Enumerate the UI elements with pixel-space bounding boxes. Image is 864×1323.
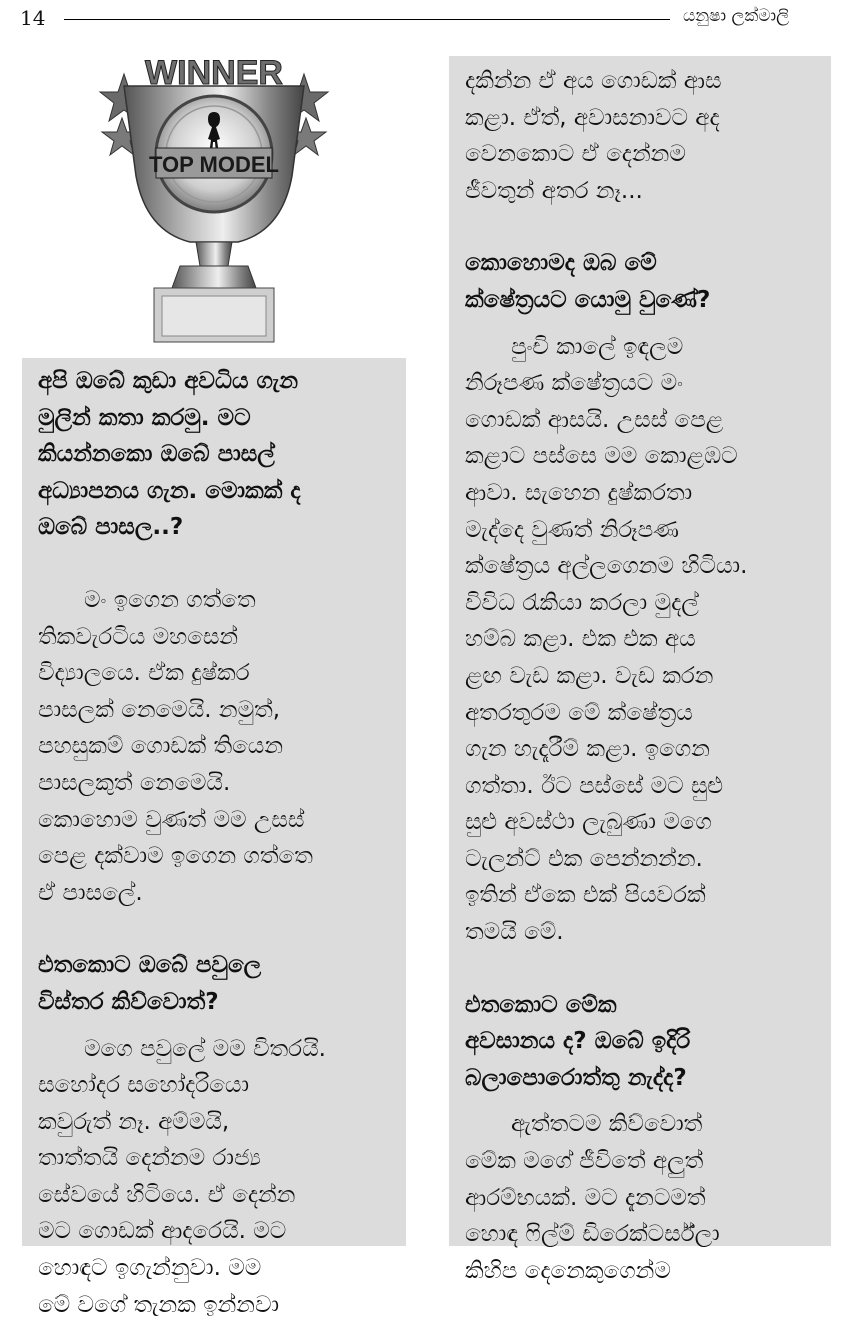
text-line: විස්තර කිව්වොත්? — [38, 984, 394, 1021]
question-family — [38, 947, 394, 1020]
text-line: මේ වගේ තැනක ඉන්නවා — [38, 1287, 394, 1323]
text-line: වෙනකොට ඒ දෙන්නම — [465, 136, 821, 173]
text-line: ආවා. සැහෙන දුෂ්කරතා — [465, 475, 821, 512]
trophy-illustration — [96, 56, 332, 346]
text-line: පෙළ දක්වාම ඉගෙන ගත්තෙ — [38, 838, 394, 875]
text-line: පාසලකුත් නෙමෙයි. — [38, 765, 394, 802]
answer-family — [38, 1031, 394, 1323]
text-line: මගෙ පවුලේ මම විතරයි. — [38, 1031, 394, 1068]
text-line: ආරම්භයක්. මට දැනටමත් — [465, 1180, 821, 1217]
page-number: 14 — [20, 6, 45, 30]
page-header — [0, 0, 864, 40]
text-line: ගැන හැදෑරීම් කළා. ඉගෙන — [465, 731, 821, 768]
text-line: කළාට පස්සෙ මම කොළඹට — [465, 438, 821, 475]
text-line: මැද්දෙ වුණත් නිරූපණ — [465, 512, 821, 549]
text-line: පහසුකම් ගොඩක් තියෙන — [38, 728, 394, 765]
text-line: මට ගොඩක් ආදරෙයි. මට — [38, 1213, 394, 1250]
text-line: කිහිප දෙනෙකුගෙන්ම — [465, 1253, 821, 1290]
text-line: පාසලක් නෙමෙයි. නමුත්, — [38, 692, 394, 729]
text-line: විද්‍යාලයෙ. ඒක දුෂ්කර — [38, 655, 394, 692]
text-line: ඒ පාසලේ. — [38, 875, 394, 912]
text-line: සේවයේ හිටියෙ. ඒ දෙන්න — [38, 1177, 394, 1214]
trophy-winner-text: WINNER — [145, 56, 283, 92]
answer-field — [465, 329, 821, 951]
text-line: මං ඉගෙන ගත්තෙ — [38, 582, 394, 619]
text-line: ළඟ වැඩ කළා. වැඩ කරන — [465, 658, 821, 695]
text-line: තමයි මේ. — [465, 914, 821, 951]
text-line: එතකොට ඔබේ පවුලෙ — [38, 947, 394, 984]
text-line: බලාපොරොත්තු නැද්ද? — [465, 1060, 821, 1097]
text-line: ගොඩක් ආසයි. උසස් පෙළ — [465, 402, 821, 439]
text-line: ක්ෂේත්‍රය අල්ලගෙනම හිටියා. — [465, 548, 821, 585]
text-line: පුංචි කාලේ ඉඳලම — [465, 329, 821, 366]
question-field — [465, 245, 821, 318]
text-line: ඇත්තටම කිව්වොත් — [465, 1106, 821, 1143]
paragraph-gap — [465, 951, 821, 987]
text-line: අපි ඔබේ කුඩා අවධිය ගැන — [38, 363, 394, 400]
author-name: යනුෂා ලක්මාලි — [683, 6, 789, 26]
paragraph-gap — [465, 1096, 821, 1106]
paragraph-gap — [38, 1021, 394, 1031]
text-line: කළා. ඒත්, අවාසනාවට අද — [465, 100, 821, 137]
text-line: දකින්න ඒ අය ගොඩක් ආස — [465, 63, 821, 100]
text-line: අධ්‍යාපනය ගැන. මොකක් ද — [38, 473, 394, 510]
text-line: ක්ෂේත්‍රයට යොමු වුණේ? — [465, 282, 821, 319]
paragraph-gap — [38, 546, 394, 582]
paragraph-gap — [465, 209, 821, 245]
question-future — [465, 987, 821, 1097]
text-line: ටැලන්ට් එක පෙන්නන්න. — [465, 841, 821, 878]
text-line: හම්බ කළා. එක එක අය — [465, 621, 821, 658]
answer-school — [38, 582, 394, 911]
text-line: ජීවතුන් අතර නෑ... — [465, 173, 821, 210]
trophy-icon — [96, 56, 332, 346]
text-line: මුලින් කතා කරමු. මට — [38, 400, 394, 437]
answer-family-continued — [465, 63, 821, 209]
text-line: විවිධ රැකියා කරලා මුදල් — [465, 585, 821, 622]
text-line: එතකොට මේක — [465, 987, 821, 1024]
text-line: කොහොමද ඔබ මේ — [465, 245, 821, 282]
header-rule — [64, 19, 670, 20]
text-line: කවුරුත් නෑ. අම්මයි, — [38, 1104, 394, 1141]
text-line: සුළු අවස්ථා ලැබුණා මගෙ — [465, 804, 821, 841]
trophy-badge-text: TOP MODEL — [149, 152, 279, 177]
text-line: සහෝදර සහෝදරියො — [38, 1067, 394, 1104]
text-line: තිකවැරටිය මහසෙන් — [38, 619, 394, 656]
text-line: හොඳ ෆිල්ම් ඩිරෙක්ටර්ස්ලා — [465, 1216, 821, 1253]
text-line: තාත්තයි දෙන්නම රාජ්‍ය — [38, 1140, 394, 1177]
text-line: නිරූපණ ක්ෂේත්‍රයට මං — [465, 365, 821, 402]
left-column — [22, 358, 406, 1246]
text-line: මේක මගේ ජීවිතේ අලුත් — [465, 1143, 821, 1180]
paragraph-gap — [38, 911, 394, 947]
text-line: කොහොම වුණත් මම උසස් — [38, 802, 394, 839]
text-line: හොඳට ඉගැන්නුවා. මම — [38, 1250, 394, 1287]
text-line: ගත්තා. ඊට පස්සේ මට සුළු — [465, 768, 821, 805]
right-column — [449, 56, 831, 1246]
answer-future — [465, 1106, 821, 1289]
text-line: ඉතින් ඒකෙ එක් පියවරක් — [465, 877, 821, 914]
text-line: කියන්නකො ඔබේ පාසල් — [38, 436, 394, 473]
question-school — [38, 363, 394, 546]
paragraph-gap — [465, 319, 821, 329]
text-line: ඔබේ පාසල..? — [38, 509, 394, 546]
text-line: අතරතුරම මේ ක්ෂේත්‍රය — [465, 695, 821, 732]
text-line: අවසානය ද? ඔබේ ඉදිරි — [465, 1023, 821, 1060]
